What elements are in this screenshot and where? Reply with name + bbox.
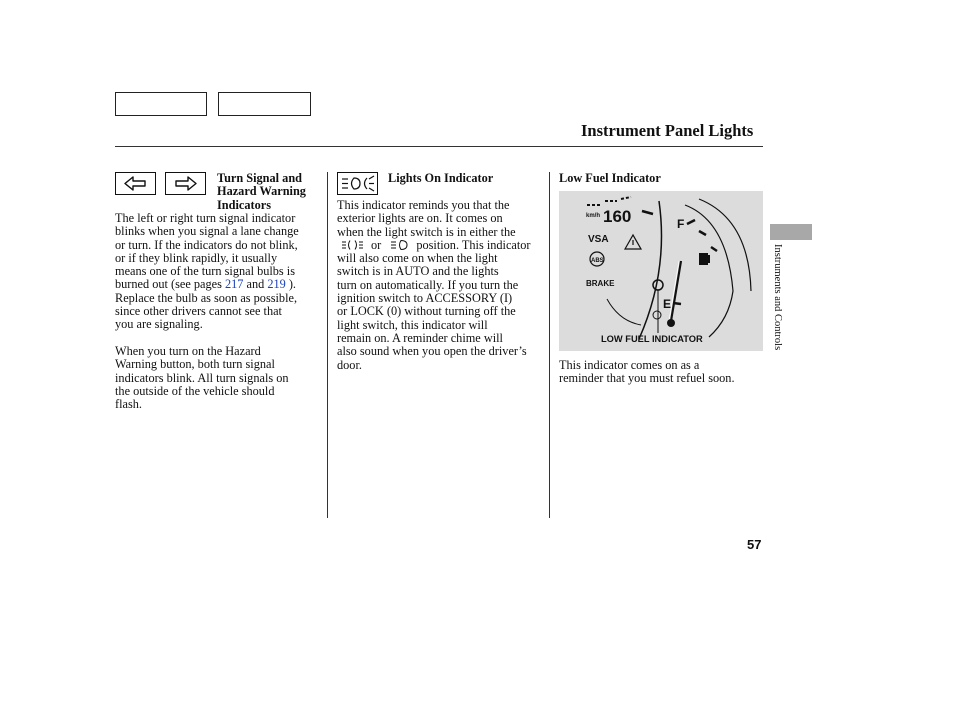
pages-suffix: ). [285, 277, 297, 292]
lights-on-text [337, 199, 531, 372]
text-line: light switch, this indicator will [337, 317, 488, 332]
headlight-indicator-icon [338, 173, 377, 194]
fuel-pump-icon [699, 253, 710, 265]
full-mark-label: F [677, 217, 685, 231]
paragraph-gap [115, 332, 299, 345]
empty-mark-label: E [663, 297, 672, 311]
text-line: Warning button, both turn signal [115, 357, 275, 372]
text-line: will also come on when the light [337, 251, 498, 266]
text-line: since other drivers cannot see that [115, 304, 282, 319]
lights-on-heading: Lights On Indicator [388, 171, 494, 185]
instrument-cluster-figure [559, 191, 763, 351]
low-fuel-text [559, 359, 735, 386]
text-line: or turn. If the indicators do not blink, [115, 237, 298, 252]
page-title: Instrument Panel Lights [581, 121, 754, 140]
fuel-gauge-illustration [559, 191, 763, 351]
text-line: exterior lights are on. It comes on [337, 211, 503, 226]
heading-line: Hazard Warning [217, 184, 306, 199]
column-divider-2 [549, 172, 550, 518]
or-text: or [371, 237, 382, 252]
heading-line: Turn Signal and [217, 171, 302, 185]
pages-and: and [243, 277, 268, 292]
page-number: 57 [747, 537, 762, 552]
low-beam-icon [390, 239, 410, 251]
text-line: switch is in AUTO and the lights [337, 264, 499, 279]
turn-signal-text [115, 212, 299, 411]
text-line: means one of the turn signal bulbs is [115, 264, 295, 279]
text-line: remain on. A reminder chime will [337, 330, 503, 345]
lights-on-indicator [337, 172, 378, 195]
text-line: turn on automatically. If you turn the [337, 277, 519, 292]
abs-label: ABS [591, 258, 604, 264]
nav-box-2[interactable] [218, 92, 311, 116]
low-fuel-lamp [653, 280, 663, 290]
text-line: reminder that you must refuel soon. [559, 371, 735, 386]
text-line: The left or right turn signal indicator [115, 211, 296, 225]
text-line: you are signaling. [115, 317, 203, 332]
heading-line: Indicators [217, 197, 271, 212]
text-line: flash. [115, 397, 142, 412]
brake-label: BRAKE [586, 279, 615, 288]
speed-value-label: 160 [603, 207, 632, 226]
text-line-with-links [115, 278, 299, 291]
text-line: door. [337, 357, 362, 372]
section-tab-label: Instruments and Controls [772, 244, 783, 351]
text-line: the outside of the vehicle should [115, 383, 275, 398]
vsa-label: VSA [588, 234, 609, 245]
text-line: also sound when you open the driver’s [337, 344, 527, 359]
text-line: or if they blink rapidly, it usually [115, 250, 278, 265]
speed-unit-label: km/h [586, 213, 601, 219]
low-fuel-heading: Low Fuel Indicator [559, 171, 661, 185]
text-line: This indicator comes on as a [559, 358, 700, 372]
text-line: This indicator reminds you that the [337, 198, 510, 212]
text-line-with-icons [337, 239, 531, 252]
text-line: or LOCK (0) without turning off the [337, 304, 516, 319]
title-rule [115, 146, 763, 147]
section-tab[interactable] [770, 224, 812, 240]
position-text: position. This indicator [416, 237, 531, 252]
text-line: when the light switch is in either the [337, 224, 516, 239]
pages-prefix: burned out (see pages [115, 277, 225, 292]
page-link-219[interactable]: 219 [267, 277, 286, 292]
left-turn-signal-indicator [115, 172, 156, 195]
text-line: blinks when you signal a lane change [115, 224, 299, 239]
parking-light-icon [341, 239, 365, 251]
text-line: ignition switch to ACCESSORY (I) [337, 291, 513, 306]
text-line: Replace the bulb as soon as possible, [115, 290, 298, 305]
text-line: When you turn on the Hazard [115, 343, 261, 358]
figure-caption: LOW FUEL INDICATOR [601, 334, 703, 344]
left-arrow-icon [116, 173, 155, 194]
text-line: indicators blink. All turn signals on [115, 370, 289, 385]
page-link-217[interactable]: 217 [224, 277, 244, 292]
column-divider-1 [327, 172, 328, 518]
turn-signal-heading [217, 172, 306, 212]
nav-box-1[interactable] [115, 92, 207, 116]
right-arrow-icon [166, 173, 205, 194]
right-turn-signal-indicator [165, 172, 206, 195]
